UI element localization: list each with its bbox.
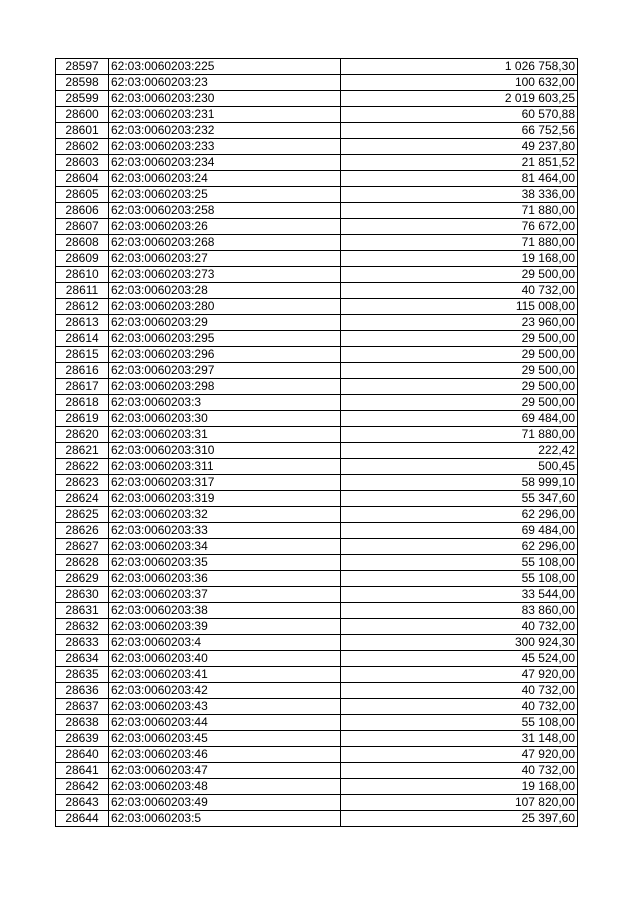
- cadastral-number-cell: 62:03:0060203:46: [109, 747, 341, 763]
- cadastral-number-cell: 62:03:0060203:44: [109, 715, 341, 731]
- table-row: [56, 331, 578, 347]
- cadastral-number-cell: 62:03:0060203:28: [109, 283, 341, 299]
- table-row: [56, 683, 578, 699]
- table-row: [56, 555, 578, 571]
- table-row: [56, 475, 578, 491]
- row-number-cell: 28638: [56, 715, 109, 731]
- row-number-cell: 28635: [56, 667, 109, 683]
- row-number-cell: 28611: [56, 283, 109, 299]
- table-row: [56, 155, 578, 171]
- cadastral-number-cell: 62:03:0060203:31: [109, 427, 341, 443]
- cadastral-number-cell: 62:03:0060203:3: [109, 395, 341, 411]
- cadastral-number-cell: 62:03:0060203:234: [109, 155, 341, 171]
- row-number-cell: 28609: [56, 251, 109, 267]
- row-number-cell: 28616: [56, 363, 109, 379]
- table-row: [56, 747, 578, 763]
- table-row: [56, 75, 578, 91]
- cadastral-number-cell: 62:03:0060203:310: [109, 443, 341, 459]
- row-number-cell: 28623: [56, 475, 109, 491]
- cadastral-number-cell: 62:03:0060203:41: [109, 667, 341, 683]
- value-cell: 47 920,00: [341, 747, 578, 763]
- cadastral-number-cell: 62:03:0060203:26: [109, 219, 341, 235]
- row-number-cell: 28615: [56, 347, 109, 363]
- table-row: [56, 235, 578, 251]
- value-cell: 62 296,00: [341, 539, 578, 555]
- cadastral-number-cell: 62:03:0060203:319: [109, 491, 341, 507]
- table-row: [56, 283, 578, 299]
- value-cell: 29 500,00: [341, 379, 578, 395]
- cadastral-number-cell: 62:03:0060203:233: [109, 139, 341, 155]
- value-cell: 29 500,00: [341, 395, 578, 411]
- row-number-cell: 28610: [56, 267, 109, 283]
- value-cell: 71 880,00: [341, 235, 578, 251]
- row-number-cell: 28603: [56, 155, 109, 171]
- row-number-cell: 28642: [56, 779, 109, 795]
- table-row: [56, 699, 578, 715]
- row-number-cell: 28604: [56, 171, 109, 187]
- table-row: [56, 491, 578, 507]
- row-number-cell: 28598: [56, 75, 109, 91]
- cadastral-number-cell: 62:03:0060203:29: [109, 315, 341, 331]
- cadastral-number-cell: 62:03:0060203:296: [109, 347, 341, 363]
- table-row: [56, 459, 578, 475]
- table-row: [56, 507, 578, 523]
- value-cell: 29 500,00: [341, 331, 578, 347]
- table-row: [56, 139, 578, 155]
- value-cell: 71 880,00: [341, 427, 578, 443]
- row-number-cell: 28612: [56, 299, 109, 315]
- row-number-cell: 28628: [56, 555, 109, 571]
- cadastral-number-cell: 62:03:0060203:297: [109, 363, 341, 379]
- table-row: [56, 795, 578, 811]
- table-row: [56, 539, 578, 555]
- table-row: [56, 763, 578, 779]
- cadastral-number-cell: 62:03:0060203:230: [109, 91, 341, 107]
- value-cell: 29 500,00: [341, 363, 578, 379]
- value-cell: 69 484,00: [341, 411, 578, 427]
- value-cell: 31 148,00: [341, 731, 578, 747]
- cadastral-number-cell: 62:03:0060203:232: [109, 123, 341, 139]
- cadastral-number-cell: 62:03:0060203:268: [109, 235, 341, 251]
- cadastral-number-cell: 62:03:0060203:47: [109, 763, 341, 779]
- table-row: [56, 171, 578, 187]
- value-cell: 66 752,56: [341, 123, 578, 139]
- cadastral-number-cell: 62:03:0060203:225: [109, 59, 341, 75]
- value-cell: 107 820,00: [341, 795, 578, 811]
- row-number-cell: 28597: [56, 59, 109, 75]
- row-number-cell: 28601: [56, 123, 109, 139]
- row-number-cell: 28619: [56, 411, 109, 427]
- cadastral-number-cell: 62:03:0060203:298: [109, 379, 341, 395]
- value-cell: 1 026 758,30: [341, 59, 578, 75]
- cadastral-number-cell: 62:03:0060203:25: [109, 187, 341, 203]
- row-number-cell: 28622: [56, 459, 109, 475]
- row-number-cell: 28607: [56, 219, 109, 235]
- row-number-cell: 28644: [56, 811, 109, 827]
- table-row: [56, 107, 578, 123]
- cadastral-number-cell: 62:03:0060203:32: [109, 507, 341, 523]
- cadastral-number-cell: 62:03:0060203:23: [109, 75, 341, 91]
- value-cell: 55 347,60: [341, 491, 578, 507]
- value-cell: 62 296,00: [341, 507, 578, 523]
- table-row: [56, 315, 578, 331]
- table-row: [56, 571, 578, 587]
- row-number-cell: 28624: [56, 491, 109, 507]
- value-cell: 2 019 603,25: [341, 91, 578, 107]
- value-cell: 45 524,00: [341, 651, 578, 667]
- value-cell: 29 500,00: [341, 267, 578, 283]
- value-cell: 19 168,00: [341, 779, 578, 795]
- cadastral-number-cell: 62:03:0060203:280: [109, 299, 341, 315]
- cadastral-number-cell: 62:03:0060203:35: [109, 555, 341, 571]
- cadastral-table: [55, 58, 578, 827]
- row-number-cell: 28631: [56, 603, 109, 619]
- value-cell: 76 672,00: [341, 219, 578, 235]
- row-number-cell: 28641: [56, 763, 109, 779]
- cadastral-number-cell: 62:03:0060203:258: [109, 203, 341, 219]
- table-row: [56, 651, 578, 667]
- row-number-cell: 28633: [56, 635, 109, 651]
- value-cell: 71 880,00: [341, 203, 578, 219]
- value-cell: 29 500,00: [341, 347, 578, 363]
- value-cell: 81 464,00: [341, 171, 578, 187]
- row-number-cell: 28614: [56, 331, 109, 347]
- cadastral-number-cell: 62:03:0060203:273: [109, 267, 341, 283]
- row-number-cell: 28605: [56, 187, 109, 203]
- table-row: [56, 347, 578, 363]
- cadastral-number-cell: 62:03:0060203:40: [109, 651, 341, 667]
- row-number-cell: 28618: [56, 395, 109, 411]
- cadastral-number-cell: 62:03:0060203:48: [109, 779, 341, 795]
- row-number-cell: 28613: [56, 315, 109, 331]
- cadastral-number-cell: 62:03:0060203:4: [109, 635, 341, 651]
- table-row: [56, 603, 578, 619]
- row-number-cell: 28639: [56, 731, 109, 747]
- value-cell: 55 108,00: [341, 555, 578, 571]
- value-cell: 300 924,30: [341, 635, 578, 651]
- table-row: [56, 619, 578, 635]
- cadastral-number-cell: 62:03:0060203:38: [109, 603, 341, 619]
- cadastral-number-cell: 62:03:0060203:45: [109, 731, 341, 747]
- table-row: [56, 91, 578, 107]
- row-number-cell: 28634: [56, 651, 109, 667]
- value-cell: 83 860,00: [341, 603, 578, 619]
- cadastral-number-cell: 62:03:0060203:30: [109, 411, 341, 427]
- table-row: [56, 667, 578, 683]
- value-cell: 21 851,52: [341, 155, 578, 171]
- table-body: [56, 59, 578, 827]
- table-row: [56, 219, 578, 235]
- value-cell: 58 999,10: [341, 475, 578, 491]
- table-row: [56, 587, 578, 603]
- table-row: [56, 427, 578, 443]
- value-cell: 33 544,00: [341, 587, 578, 603]
- row-number-cell: 28629: [56, 571, 109, 587]
- cadastral-number-cell: 62:03:0060203:27: [109, 251, 341, 267]
- cadastral-number-cell: 62:03:0060203:34: [109, 539, 341, 555]
- value-cell: 40 732,00: [341, 763, 578, 779]
- row-number-cell: 28617: [56, 379, 109, 395]
- table-row: [56, 443, 578, 459]
- value-cell: 38 336,00: [341, 187, 578, 203]
- row-number-cell: 28600: [56, 107, 109, 123]
- value-cell: 25 397,60: [341, 811, 578, 827]
- row-number-cell: 28602: [56, 139, 109, 155]
- value-cell: 40 732,00: [341, 699, 578, 715]
- cadastral-number-cell: 62:03:0060203:49: [109, 795, 341, 811]
- row-number-cell: 28640: [56, 747, 109, 763]
- value-cell: 100 632,00: [341, 75, 578, 91]
- row-number-cell: 28627: [56, 539, 109, 555]
- row-number-cell: 28625: [56, 507, 109, 523]
- value-cell: 49 237,80: [341, 139, 578, 155]
- cadastral-number-cell: 62:03:0060203:231: [109, 107, 341, 123]
- table-row: [56, 203, 578, 219]
- cadastral-number-cell: 62:03:0060203:5: [109, 811, 341, 827]
- row-number-cell: 28626: [56, 523, 109, 539]
- value-cell: 55 108,00: [341, 715, 578, 731]
- table-row: [56, 251, 578, 267]
- row-number-cell: 28620: [56, 427, 109, 443]
- table-row: [56, 379, 578, 395]
- row-number-cell: 28636: [56, 683, 109, 699]
- table-row: [56, 363, 578, 379]
- value-cell: 500,45: [341, 459, 578, 475]
- table-row: [56, 187, 578, 203]
- row-number-cell: 28637: [56, 699, 109, 715]
- table-row: [56, 123, 578, 139]
- table-row: [56, 715, 578, 731]
- cadastral-number-cell: 62:03:0060203:43: [109, 699, 341, 715]
- value-cell: 60 570,88: [341, 107, 578, 123]
- value-cell: 40 732,00: [341, 283, 578, 299]
- row-number-cell: 28630: [56, 587, 109, 603]
- table-row: [56, 779, 578, 795]
- table-row: [56, 731, 578, 747]
- table-row: [56, 267, 578, 283]
- row-number-cell: 28632: [56, 619, 109, 635]
- value-cell: 40 732,00: [341, 619, 578, 635]
- value-cell: 55 108,00: [341, 571, 578, 587]
- row-number-cell: 28599: [56, 91, 109, 107]
- row-number-cell: 28621: [56, 443, 109, 459]
- table-row: [56, 411, 578, 427]
- cadastral-number-cell: 62:03:0060203:317: [109, 475, 341, 491]
- table-row: [56, 299, 578, 315]
- value-cell: 40 732,00: [341, 683, 578, 699]
- cadastral-number-cell: 62:03:0060203:39: [109, 619, 341, 635]
- row-number-cell: 28608: [56, 235, 109, 251]
- table-row: [56, 635, 578, 651]
- cadastral-number-cell: 62:03:0060203:311: [109, 459, 341, 475]
- value-cell: 47 920,00: [341, 667, 578, 683]
- value-cell: 69 484,00: [341, 523, 578, 539]
- table-row: [56, 523, 578, 539]
- cadastral-number-cell: 62:03:0060203:295: [109, 331, 341, 347]
- cadastral-number-cell: 62:03:0060203:33: [109, 523, 341, 539]
- value-cell: 19 168,00: [341, 251, 578, 267]
- cadastral-number-cell: 62:03:0060203:42: [109, 683, 341, 699]
- row-number-cell: 28606: [56, 203, 109, 219]
- table-row: [56, 811, 578, 827]
- table-row: [56, 59, 578, 75]
- value-cell: 115 008,00: [341, 299, 578, 315]
- table-row: [56, 395, 578, 411]
- cadastral-number-cell: 62:03:0060203:24: [109, 171, 341, 187]
- value-cell: 23 960,00: [341, 315, 578, 331]
- value-cell: 222,42: [341, 443, 578, 459]
- cadastral-number-cell: 62:03:0060203:36: [109, 571, 341, 587]
- cadastral-number-cell: 62:03:0060203:37: [109, 587, 341, 603]
- row-number-cell: 28643: [56, 795, 109, 811]
